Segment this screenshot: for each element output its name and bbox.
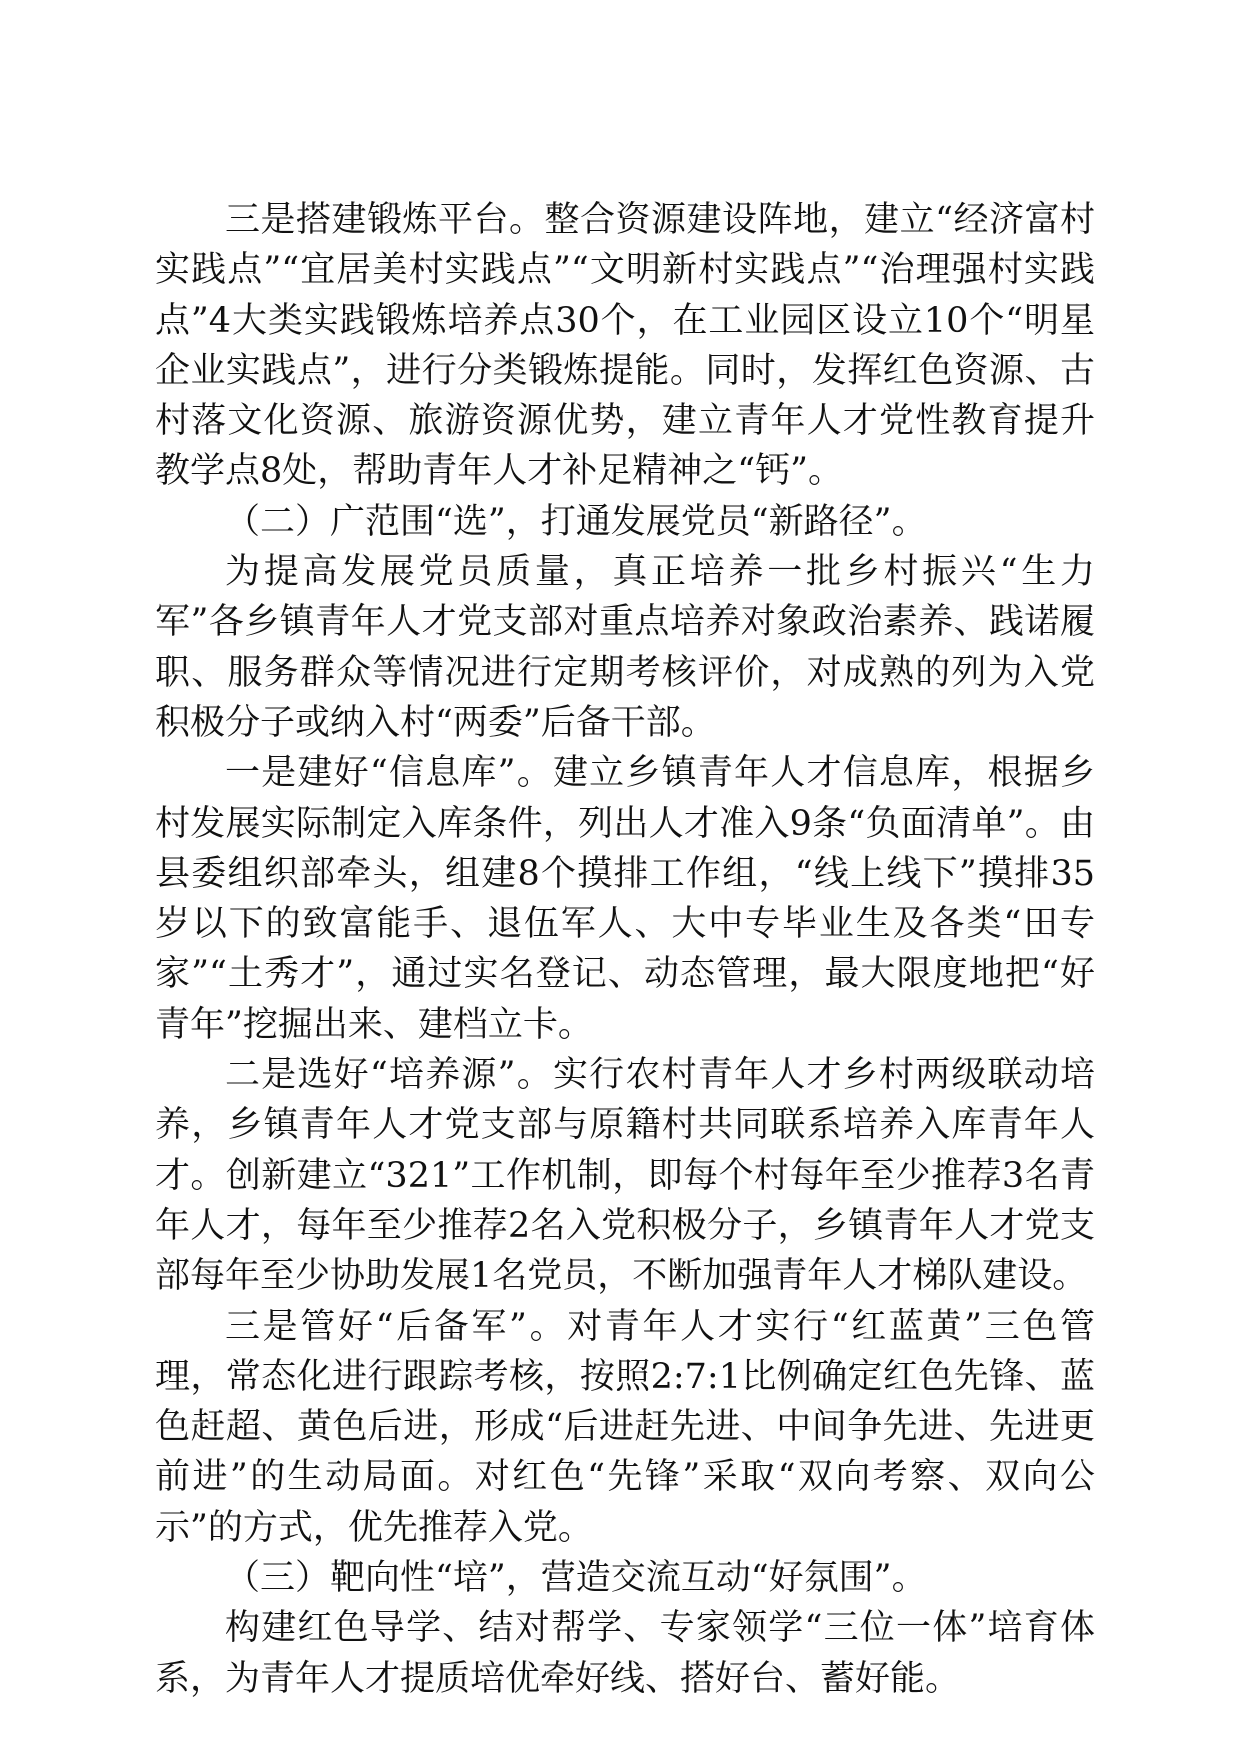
paragraph-cultivation-source: 二是选好“培养源”。实行农村青年人才乡村两级联动培养，乡镇青年人才党支部与原籍村共同联系培养入库青年人才。创新建立“321”工作机制，即每个村每年至少推荐3名青年人才，每年至少推荐2名入党积极分子，乡镇青年人才党支部每年至少协助发展1名党员，不断加强青年人才梯队建设。 xyxy=(155,1055,1095,1297)
paragraph-reserve-force: 三是管好“后备军”。对青年人才实行“红蓝黄”三色管理，常态化进行跟踪考核，按照2:7:1比例确定红色先锋、蓝色赶超、黄色后进，形成“后进赶先进、中间争先进、先进更前进”的生动局面。对红色“先锋”采取“双向考察、双向公示”的方式，优先推荐入党。 xyxy=(155,1306,1095,1548)
paragraph-cultivation-system: 构建红色导学、结对帮学、专家领学“三位一体”培育体系，为青年人才提质培优牵好线、搭好台、蓄好能。 xyxy=(155,1608,1095,1699)
paragraph-practice-platform: 三是搭建锻炼平台。整合资源建设阵地，建立“经济富村实践点”“宜居美村实践点”“文明新村实践点”“治理强村实践点”4大类实践锻炼培养点30个，在工业园区设立10个“明星企业实践点”，进行分类锻炼提能。同时，发挥红色资源、古村落文化资源、旅游资源优势，建立青年人才党性教育提升教学点8处，帮助青年人才补足精神之“钙”。 xyxy=(155,200,1095,492)
section-heading-selection: （二）广范围“选”，打通发展党员“新路径”。 xyxy=(225,501,927,542)
document-page xyxy=(155,195,1095,1704)
paragraph-selection-intro: 为提高发展党员质量，真正培养一批乡村振兴“生力军”各乡镇青年人才党支部对重点培养对象政治素养、践诺履职、服务群众等情况进行定期考核评价，对成熟的列为入党积极分子或纳入村“两委”后备干部。 xyxy=(155,552,1095,743)
section-heading-cultivation: （三）靶向性“培”，营造交流互动“好氛围”。 xyxy=(225,1558,927,1599)
paragraph-information-database: 一是建好“信息库”。建立乡镇青年人才信息库，根据乡村发展实际制定入库条件，列出人才准入9条“负面清单”。由县委组织部牵头，组建8个摸排工作组，“线上线下”摸排35岁以下的致富能手、退伍军人、大中专毕业生及各类“田专家”“土秀才”，通过实名登记、动态管理，最大限度地把“好青年”挖掘出来、建档立卡。 xyxy=(155,753,1095,1045)
